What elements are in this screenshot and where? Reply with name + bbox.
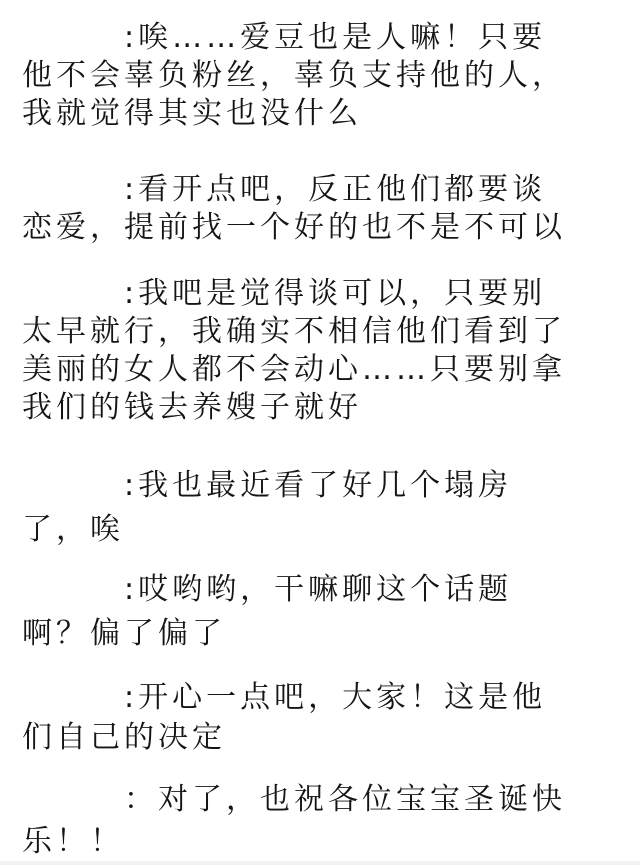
text-line: 们自己的决定 bbox=[22, 720, 226, 755]
text-line: :我吧是觉得谈可以，只要别 bbox=[124, 276, 547, 311]
text-line: :开心一点吧，大家！这是他 bbox=[124, 680, 547, 715]
bottom-edge bbox=[0, 861, 640, 865]
text-line: 啊？偏了偏了 bbox=[22, 616, 226, 651]
text-line: 了，唉 bbox=[22, 512, 124, 547]
text-line: :我也最近看了好几个塌房 bbox=[124, 468, 513, 503]
text-line: :哎哟哟，干嘛聊这个话题 bbox=[124, 572, 513, 607]
text-line: 乐！！ bbox=[22, 824, 124, 859]
text-line: :看开点吧，反正他们都要谈 bbox=[124, 172, 547, 207]
text-line: 他不会辜负粉丝，辜负支持他的人， bbox=[22, 58, 566, 93]
text-line: :唉……爱豆也是人嘛！只要 bbox=[124, 20, 547, 55]
text-line: 我们的钱去养嫂子就好 bbox=[22, 390, 362, 425]
text-line: 恋爱，提前找一个好的也不是不可以 bbox=[22, 210, 566, 245]
text-line: 我就觉得其实也没什么 bbox=[22, 96, 362, 131]
text-line: ：对了，也祝各位宝宝圣诞快 bbox=[124, 782, 566, 817]
text-line: 美丽的女人都不会动心……只要别拿 bbox=[22, 352, 566, 387]
text-line: 太早就行，我确实不相信他们看到了 bbox=[22, 314, 566, 349]
